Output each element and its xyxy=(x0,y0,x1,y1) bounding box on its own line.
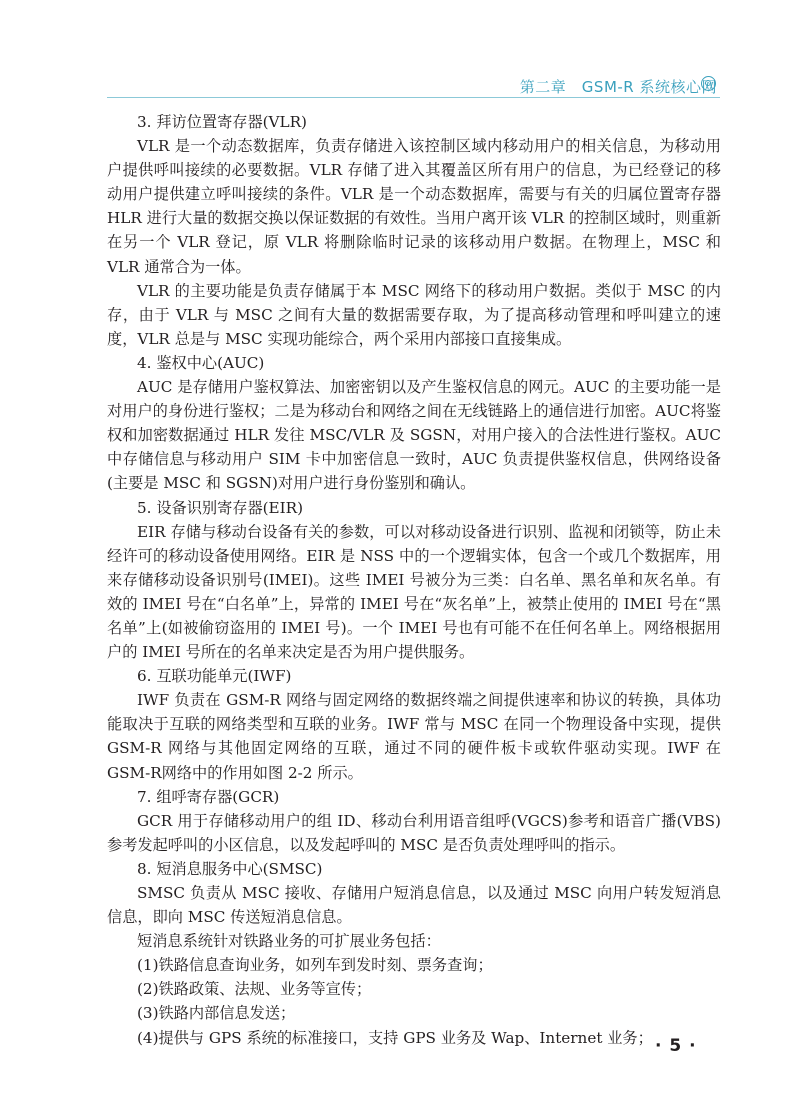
section-heading-vlr: 3. 拜访位置寄存器(VLR) xyxy=(137,113,307,131)
paragraph-iwf: IWF 负责在 GSM-R 网络与固定网络的数据终端之间提供速率和协议的转换，具体功能取决于互联的网络类型和互联的业务。IWF 常与 MSC 在同一个物理设备中实现，提供GSM-R 网络与其他固定网络的互联，通过不同的硬件板卡或软件驱动实现。IWF 在 GSM-R网络中的作用如图 2-2 所示。 xyxy=(107,691,721,782)
double-circle-icon xyxy=(701,76,716,91)
chapter-title: 第二章 GSM-R 系统核心网 xyxy=(519,78,717,96)
page-body xyxy=(107,110,721,1050)
list-item-3: (3)铁路内部信息发送； xyxy=(137,1004,296,1023)
list-item-1: (1)铁路信息查询业务，如列车到发时刻、票务查询； xyxy=(137,956,493,975)
paragraph-vlr-function: VLR 的主要功能是负责存储属于本 MSC 网络下的移动用户数据。类似于 MSC 的内存，由于 VLR 与 MSC 之间有大量的数据需要存取，为了提高移动管理和呼叫建立的速度，VLR 总是与 MSC 实现功能综合，两个采用内部接口直接集成。 xyxy=(107,281,721,348)
paragraph-sms-services-intro: 短消息系统针对铁路业务的可扩展业务包括： xyxy=(137,932,441,951)
section-heading-auc: 4. 鉴权中心(AUC) xyxy=(137,353,265,372)
section-heading-gcr: 7. 组呼寄存器(GCR) xyxy=(137,787,280,806)
list-item-2: (2)铁路政策、法规、业务等宣传； xyxy=(137,980,372,999)
paragraph-gcr: GCR 用于存储移动用户的组 ID、移动台利用语音组呼(VGCS)参考和语音广播(VBS)参考发起呼叫的小区信息，以及发起呼叫的 MSC 是否负责处理呼叫的指示。 xyxy=(107,811,721,854)
section-heading-iwf: 6. 互联功能单元(IWF) xyxy=(137,667,292,686)
paragraph-eir: EIR 存储与移动台设备有关的参数，可以对移动设备进行识别、监视和闭锁等，防止未经许可的移动设备使用网络。EIR 是 NSS 中的一个逻辑实体，包含一个或几个数据库，用来存储移动设备识别号(IMEI)。这些 IMEI 号被分为三类：白名单、黑名单和灰名单。有效的 IMEI 号在“白名单”上，异常的 IMEI 号在“灰名单”上，被禁止使用的 IMEI 号在“黑名单”上(如被偷窃盗用的 IMEI 号)。一个 IMEI 号也有可能不在任何名单上。网络根据用户的 IMEI 号所在的名单来决定是否为用户提供服务。 xyxy=(107,522,721,662)
header-rule xyxy=(107,97,720,98)
paragraph-vlr-definition: VLR 是一个动态数据库，负责存储进入该控制区域内移动用户的相关信息，为移动用户提供呼叫接续的必要数据。VLR 存储了进入其覆盖区所有用户的信息，为已经登记的移动用户提供建立呼叫接续的条件。VLR 是一个动态数据库，需要与有关的归属位置寄存器HLR 进行大量的数据交换以保证数据的有效性。当用户离开该 VLR 的控制区域时，则重新在另一个 VLR 登记，原 VLR 将删除临时记录的该移动用户数据。在物理上，MSC 和VLR 通常合为一体。 xyxy=(107,137,721,276)
paragraph-auc: AUC 是存储用户鉴权算法、加密密钥以及产生鉴权信息的网元。AUC 的主要功能一是对用户的身份进行鉴权；二是为移动台和网络之间在无线链路上的通信进行加密。AUC将鉴权和加密数据通过 HLR 发往 MSC/VLR 及 SGSN，对用户接入的合法性进行鉴权。AUC 中存储信息与移动用户 SIM 卡中加密信息一致时，AUC 负责提供鉴权信息，供网络设备(主要是 MSC 和 SGSN)对用户进行身份鉴别和确认。 xyxy=(107,378,721,493)
page-number: · 5 · xyxy=(655,1036,697,1056)
section-heading-eir: 5. 设备识别寄存器(EIR) xyxy=(137,498,304,517)
list-item-4: (4)提供与 GPS 系统的标准接口，支持 GPS 业务及 Wap、Internet 业务； xyxy=(137,1028,653,1047)
section-heading-smsc: 8. 短消息服务中心(SMSC) xyxy=(137,859,323,878)
paragraph-smsc: SMSC 负责从 MSC 接收、存储用户短消息信息，以及通过 MSC 向用户转发短消息信息，即向 MSC 传送短消息信息。 xyxy=(107,884,721,927)
